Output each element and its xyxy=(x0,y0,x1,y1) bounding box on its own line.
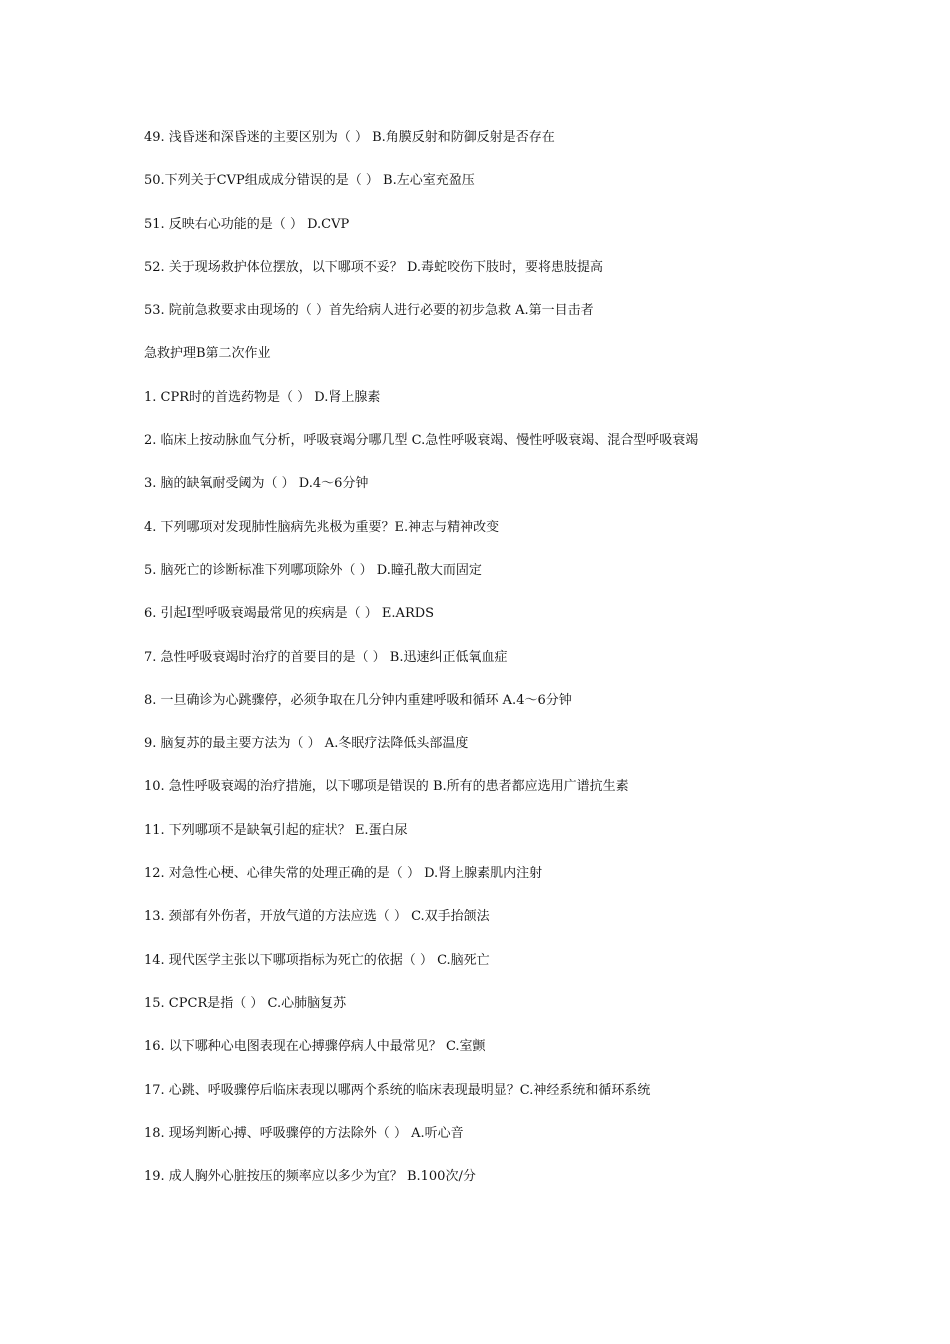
question-14: 14. 现代医学主张以下哪项指标为死亡的依据（ ） C.脑死亡 xyxy=(144,952,490,968)
question-53: 53. 院前急救要求由现场的（ ）首先给病人进行必要的初步急救 A.第一目击者 xyxy=(144,303,594,319)
question-51: 51. 反映右心功能的是（ ） D.CVP xyxy=(144,216,350,232)
question-2: 2. 临床上按动脉血气分析，呼吸衰竭分哪几型 C.急性呼吸衰竭、慢性呼吸衰竭、混合型呼吸衰竭 xyxy=(144,433,699,449)
question-9: 9. 脑复苏的最主要方法为（ ） A.冬眠疗法降低头部温度 xyxy=(144,736,469,752)
question-50: 50.下列关于CVP组成成分错误的是（ ） B.左心室充盈压 xyxy=(144,173,475,189)
question-5: 5. 脑死亡的诊断标准下列哪项除外（ ） D.瞳孔散大而固定 xyxy=(144,562,482,578)
question-19: 19. 成人胸外心脏按压的频率应以多少为宜？ B.100次/分 xyxy=(144,1169,476,1185)
section-heading: 急救护理B第二次作业 xyxy=(144,346,271,362)
question-18: 18. 现场判断心搏、呼吸骤停的方法除外（ ） A.听心音 xyxy=(144,1125,464,1141)
question-11: 11. 下列哪项不是缺氧引起的症状？ E.蛋白尿 xyxy=(144,822,408,838)
question-12: 12. 对急性心梗、心律失常的处理正确的是（ ） D.肾上腺素肌内注射 xyxy=(144,866,543,882)
question-7: 7. 急性呼吸衰竭时治疗的首要目的是（ ） B.迅速纠正低氧血症 xyxy=(144,649,508,665)
question-49: 49. 浅昏迷和深昏迷的主要区别为（ ） B.角膜反射和防御反射是否存在 xyxy=(144,130,555,145)
question-16: 16. 以下哪种心电图表现在心搏骤停病人中最常见？ C.室颤 xyxy=(144,1039,486,1055)
question-6: 6. 引起Ⅰ型呼吸衰竭最常见的疾病是（ ） E.ARDS xyxy=(144,606,435,622)
question-8: 8. 一旦确诊为心跳骤停，必须争取在几分钟内重建呼吸和循环 A.4～6分钟 xyxy=(144,692,572,708)
question-4: 4. 下列哪项对发现肺性脑病先兆极为重要？E.神志与精神改变 xyxy=(144,519,500,535)
question-17: 17. 心跳、呼吸骤停后临床表现以哪两个系统的临床表现最明显？C.神经系统和循环系统 xyxy=(144,1082,651,1098)
question-1: 1. CPR时的首选药物是（ ） D.肾上腺素 xyxy=(144,389,381,405)
question-10: 10. 急性呼吸衰竭的治疗措施，以下哪项是错误的 B.所有的患者都应选用广谱抗生素 xyxy=(144,779,629,795)
question-3: 3. 脑的缺氧耐受阈为（ ） D.4～6分钟 xyxy=(144,476,369,492)
question-52: 52. 关于现场救护体位摆放，以下哪项不妥？ D.毒蛇咬伤下肢时，要将患肢提高 xyxy=(144,259,604,275)
question-15: 15. CPCR是指（ ） C.心肺脑复苏 xyxy=(144,995,347,1011)
question-13: 13. 颈部有外伤者，开放气道的方法应选（ ） C.双手抬颌法 xyxy=(144,909,490,925)
document-body xyxy=(144,128,844,1210)
